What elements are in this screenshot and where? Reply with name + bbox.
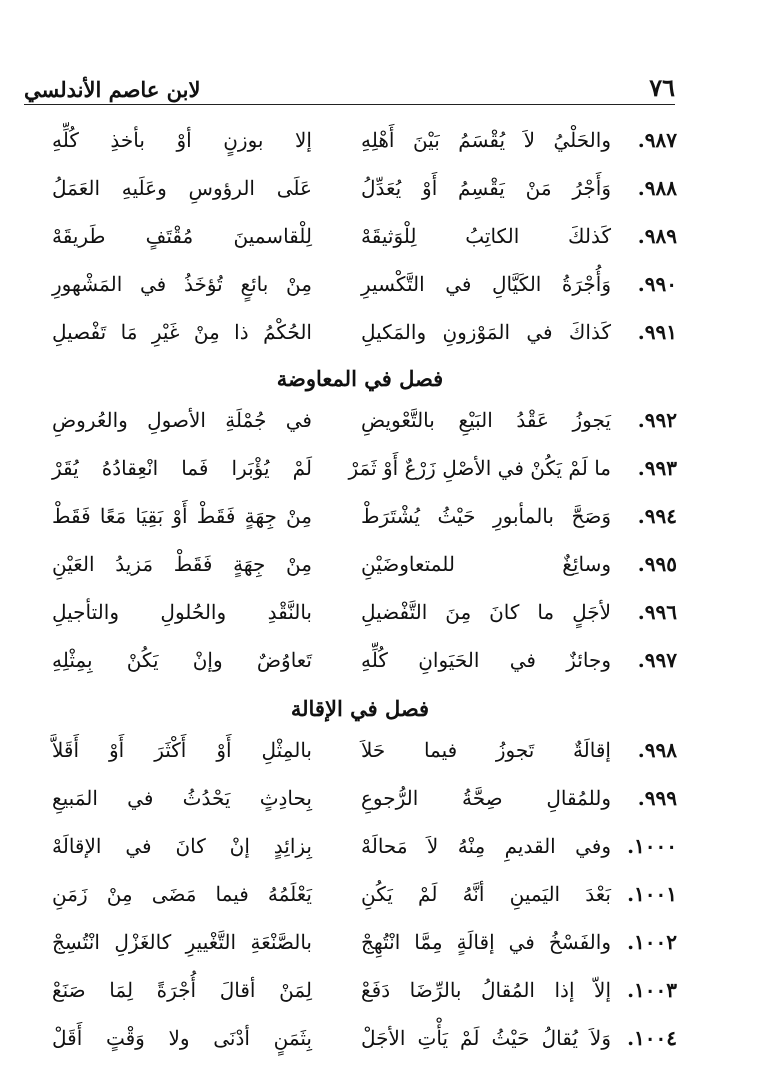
- verse-first-hemistich: وجائزٌ في الحَيَوانِ كُلِّهِ: [361, 648, 611, 672]
- header-divider: [24, 104, 675, 105]
- verse-995: [0, 546, 759, 586]
- verse-first-hemistich: إقالَةٌ تَجوزُ فيما حَلاَ: [361, 738, 611, 762]
- verse-number: ٩٩٢.: [637, 408, 677, 432]
- verse-first-hemistich: يَجوزُ عَقْدُ البَيْعِ بالتَّعْويضِ: [361, 408, 611, 432]
- verse-1002: [0, 924, 759, 964]
- verse-second-hemistich: عَلَى الرؤوسِ وعَلَيهِ العَمَلُ: [52, 176, 312, 200]
- verse-second-hemistich: بالصَّنْعَةِ التَّغْييرِ كالغَزْلِ انْتُسِجْ: [52, 930, 312, 954]
- verse-second-hemistich: مِنْ جِهَةٍ فَقَطْ أَوْ بَقِيَا مَعًا فَقَطْ: [52, 504, 312, 528]
- verse-second-hemistich: لِلْقاسمينَ مُقْتَفٍ طَريقَهْ: [52, 224, 312, 248]
- verse-number: ٩٨٨.: [637, 176, 677, 200]
- verse-first-hemistich: ما لَمْ يَكُنْ في الأصْلِ زَرْعٌ أَوْ ثَمَرْ: [348, 456, 611, 480]
- verse-second-hemistich: مِنْ بائعٍ تُؤخَذُ في المَشْهورِ: [52, 272, 312, 296]
- verse-second-hemistich: بِحادِثٍ يَحْدُثُ في المَبيعِ: [52, 786, 312, 810]
- verse-first-hemistich: لأجَلٍ ما كانَ مِنَ التَّفْضيلِ: [361, 600, 611, 624]
- verse-first-hemistich: وَأُجْرَةُ الكَيَّالِ في التَّكْسيرِ: [361, 272, 611, 296]
- verse-second-hemistich: بِثَمَنٍ أدْنَى ولا وَقْتٍ أَقَلْ: [52, 1026, 312, 1050]
- verse-991: [0, 314, 759, 354]
- verse-number: ٩٨٩.: [637, 224, 677, 248]
- verse-993: [0, 450, 759, 490]
- running-title: لابن عاصم الأندلسي: [24, 77, 201, 102]
- verse-second-hemistich: بالمِثْلِ أَوْ أَكْثَرَ أَوْ أَقَلاَّ: [52, 738, 312, 762]
- verse-second-hemistich: في جُمْلَةِ الأصولِ والعُروضِ: [52, 408, 312, 432]
- verse-second-hemistich: لِمَنْ أقالَ أُجْرَةً لِمَا صَنَعْ: [52, 978, 312, 1002]
- verse-999: [0, 780, 759, 820]
- section-title-exchange: فصل في المعاوضة: [276, 366, 444, 391]
- verse-number: ١٠٠١.: [627, 882, 677, 906]
- verse-second-hemistich: بِزائِدٍ إنْ كانَ في الإقالَهْ: [52, 834, 312, 858]
- verse-first-hemistich: وللمُقالِ صِحَّةُ الرُّجوعِ: [361, 786, 611, 810]
- page-header: [24, 70, 675, 102]
- verse-994: [0, 498, 759, 538]
- verse-number: ٩٩١.: [637, 320, 677, 344]
- verse-number: ١٠٠٣.: [627, 978, 677, 1002]
- verse-998: [0, 732, 759, 772]
- verse-first-hemistich: وفي القديمِ مِنْهُ لاَ مَحالَهْ: [361, 834, 611, 858]
- verse-first-hemistich: كَذلكَ الكاتِبُ لِلْوَثيقَهْ: [361, 224, 611, 248]
- verse-number: ٩٩٧.: [637, 648, 677, 672]
- verse-first-hemistich: وسائِغٌ للمتعاوضَيْنِ: [361, 552, 611, 576]
- verse-number: ٩٩٤.: [637, 504, 677, 528]
- verse-first-hemistich: كَذاكَ في المَوْزونِ والمَكيلِ: [361, 320, 611, 344]
- verse-second-hemistich: مِنْ جِهَةٍ فَقَطْ مَزيدُ العَيْنِ: [52, 552, 312, 576]
- verse-number: ١٠٠٠.: [627, 834, 677, 858]
- verse-number: ٩٩٥.: [637, 552, 677, 576]
- verse-first-hemistich: وَصَحَّ بالمأبورِ حَيْثُ يُشْتَرَطْ: [361, 504, 611, 528]
- verse-1000: [0, 828, 759, 868]
- verse-number: ٩٩٣.: [637, 456, 677, 480]
- page-number: ٧٦: [649, 73, 675, 102]
- verse-990: [0, 266, 759, 306]
- verse-first-hemistich: وَأَجْرُ مَنْ يَقْسِمُ أَوْ يُعَدِّلُ: [361, 176, 611, 200]
- verse-first-hemistich: وَلاَ يُقالُ حَيْثُ لَمْ يَأْتِ الأجَلْ: [361, 1026, 611, 1050]
- verse-number: ٩٩٦.: [637, 600, 677, 624]
- verse-number: ٩٩٨.: [637, 738, 677, 762]
- verse-number: ٩٩٩.: [637, 786, 677, 810]
- verse-1003: [0, 972, 759, 1012]
- verse-second-hemistich: إلا بوزنٍ أوْ بأخذِ كُلِّهِ: [52, 128, 312, 152]
- verse-second-hemistich: الحُكْمُ ذا مِنْ غَيْرِ مَا تَفْصيلِ: [52, 320, 312, 344]
- verse-997: [0, 642, 759, 682]
- verse-second-hemistich: بالنَّقْدِ والحُلولِ والتأجيلِ: [52, 600, 312, 624]
- verse-number: ١٠٠٤.: [627, 1026, 677, 1050]
- verse-first-hemistich: والحَلْيُ لاَ يُقْسَمُ بَيْنَ أَهْلِهِ: [361, 128, 611, 152]
- verse-1001: [0, 876, 759, 916]
- verse-number: ٩٩٠.: [637, 272, 677, 296]
- verse-first-hemistich: والفَسْخُ في إقالَةٍ مِمَّا انْتُهِجْ: [361, 930, 611, 954]
- verse-second-hemistich: لَمْ يُؤْبَرا فَما انْعِقادُهُ يُقَرْ: [52, 456, 312, 480]
- verse-number: ٩٨٧.: [637, 128, 677, 152]
- verse-first-hemistich: إلاّ إذا المُقالُ بالرِّضَا دَفَعْ: [361, 978, 611, 1002]
- verse-987: [0, 122, 759, 162]
- verse-first-hemistich: بَعْدَ اليَمينِ أنَّهُ لَمْ يَكُنِ: [361, 882, 611, 906]
- verse-996: [0, 594, 759, 634]
- verse-number: ١٠٠٢.: [627, 930, 677, 954]
- verse-second-hemistich: يَعْلَمُهُ فيما مَضَى مِنْ زَمَنِ: [52, 882, 312, 906]
- verse-1004: [0, 1020, 759, 1060]
- verse-second-hemistich: تَعاوُضٌ وإنْ يَكُنْ بِمِثْلِهِ: [52, 648, 312, 672]
- verse-989: [0, 218, 759, 258]
- verse-992: [0, 402, 759, 442]
- verse-988: [0, 170, 759, 210]
- section-title-rescission: فصل في الإقالة: [290, 696, 430, 721]
